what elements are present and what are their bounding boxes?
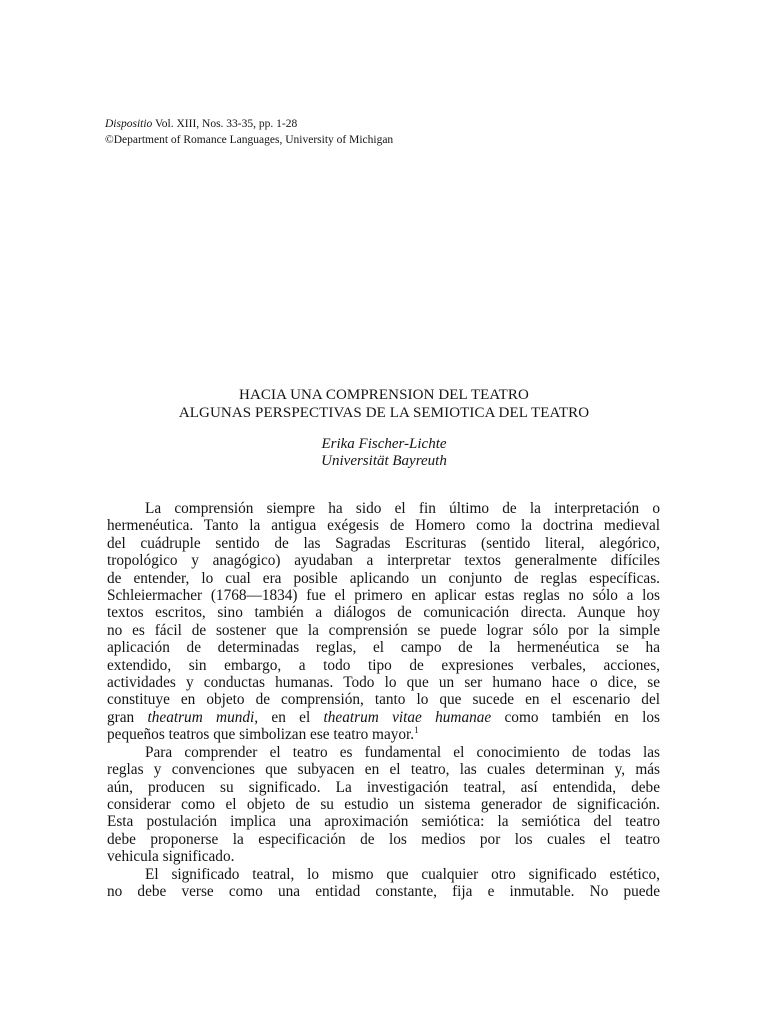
text-line: de entender, lo cual era posible aplicando un conjunto de reglas específicas. [107,569,660,587]
text-run: gran [107,708,148,726]
text-line [107,726,660,743]
journal-header [105,116,393,148]
text-line: aplicación de determinadas reglas, el campo de la hermenéutica se ha [107,639,660,657]
text-run: en el [258,708,324,726]
text-line: extendido, sin embargo, a todo tipo de expresiones verbales, acciones, [107,656,660,674]
article-title [0,386,768,422]
author-block [0,436,768,470]
text-line: vehicula significado. [107,848,235,866]
text-line: Para comprender el teatro es fundamental el conocimiento de todas las [145,743,660,761]
citation-details: Vol. XIII, Nos. 33-35, pp. 1-28 [152,118,298,130]
text-line: reglas y convenciones que subyacen en el teatro, las cuales determinan y, más [107,761,660,779]
text-line [107,709,660,726]
author-name: Erika Fischer-Lichte [321,436,447,452]
text-run: pequeños teatros que simbolizan ese teatro mayor. [107,726,415,744]
text-line: no debe verse como una entidad constante, fija e inmutable. No puede [107,882,660,900]
italic-term: theatrum vitae humanae [323,708,492,726]
text-line: del cuádruple sentido de las Sagradas Escrituras (sentido literal, alegórico, [107,534,660,552]
text-line: actividades y conductas humanas. Todo lo que un ser humano hace o dice, se [107,674,660,692]
title-line-2: ALGUNAS PERSPECTIVAS DE LA SEMIOTICA DEL TEATRO [178,405,590,421]
text-line: La comprensión siempre ha sido el fin último de la interpretación o [145,500,660,517]
paragraph-1 [107,500,660,744]
article-body [107,500,660,900]
title-line-1: HACIA UNA COMPRENSION DEL TEATRO [239,387,529,403]
citation-line [105,116,393,132]
copyright-line: ©Department of Romance Languages, University of Michigan [105,134,394,146]
text-line: tropológico y anagógico) ayudaban a interpretar textos generalmente difíciles [107,552,660,570]
author-affiliation: Universität Bayreuth [321,453,447,469]
text-run: como también en los [491,708,660,726]
footnote-marker[interactable]: 1 [414,725,419,736]
text-line: aún, producen su significado. La investigación teatral, así entendida, debe [107,778,660,796]
text-line: hermenéutica. Tanto la antigua exégesis de Homero como la doctrina medieval [107,517,660,535]
journal-name: Dispositio [105,118,153,130]
text-line: constituye en objeto de comprensión, tanto lo que sucede en el escenario del [107,691,660,709]
text-line: Esta postulación implica una aproximación semiótica: la semiótica del teatro [107,813,660,831]
text-line: debe proponerse la especificación de los medios por los cuales el teatro [107,830,660,848]
text-line: El significado teatral, lo mismo que cualquier otro significado estético, [145,865,660,883]
text-line: no es fácil de sostener que la comprensión se puede lograr sólo por la simple [107,621,660,639]
text-line: Schleiermacher (1768—1834) fue el primero en aplicar estas reglas no sólo a los [107,587,660,605]
text-line: textos escritos, sino también a diálogos de comunicación directa. Aunque hoy [107,604,660,622]
paragraph-2 [107,744,660,866]
text-line: considerar como el objeto de su estudio un sistema generador de significación. [107,795,660,813]
paragraph-3 [107,866,660,901]
italic-term: theatrum mundi, [147,708,259,726]
